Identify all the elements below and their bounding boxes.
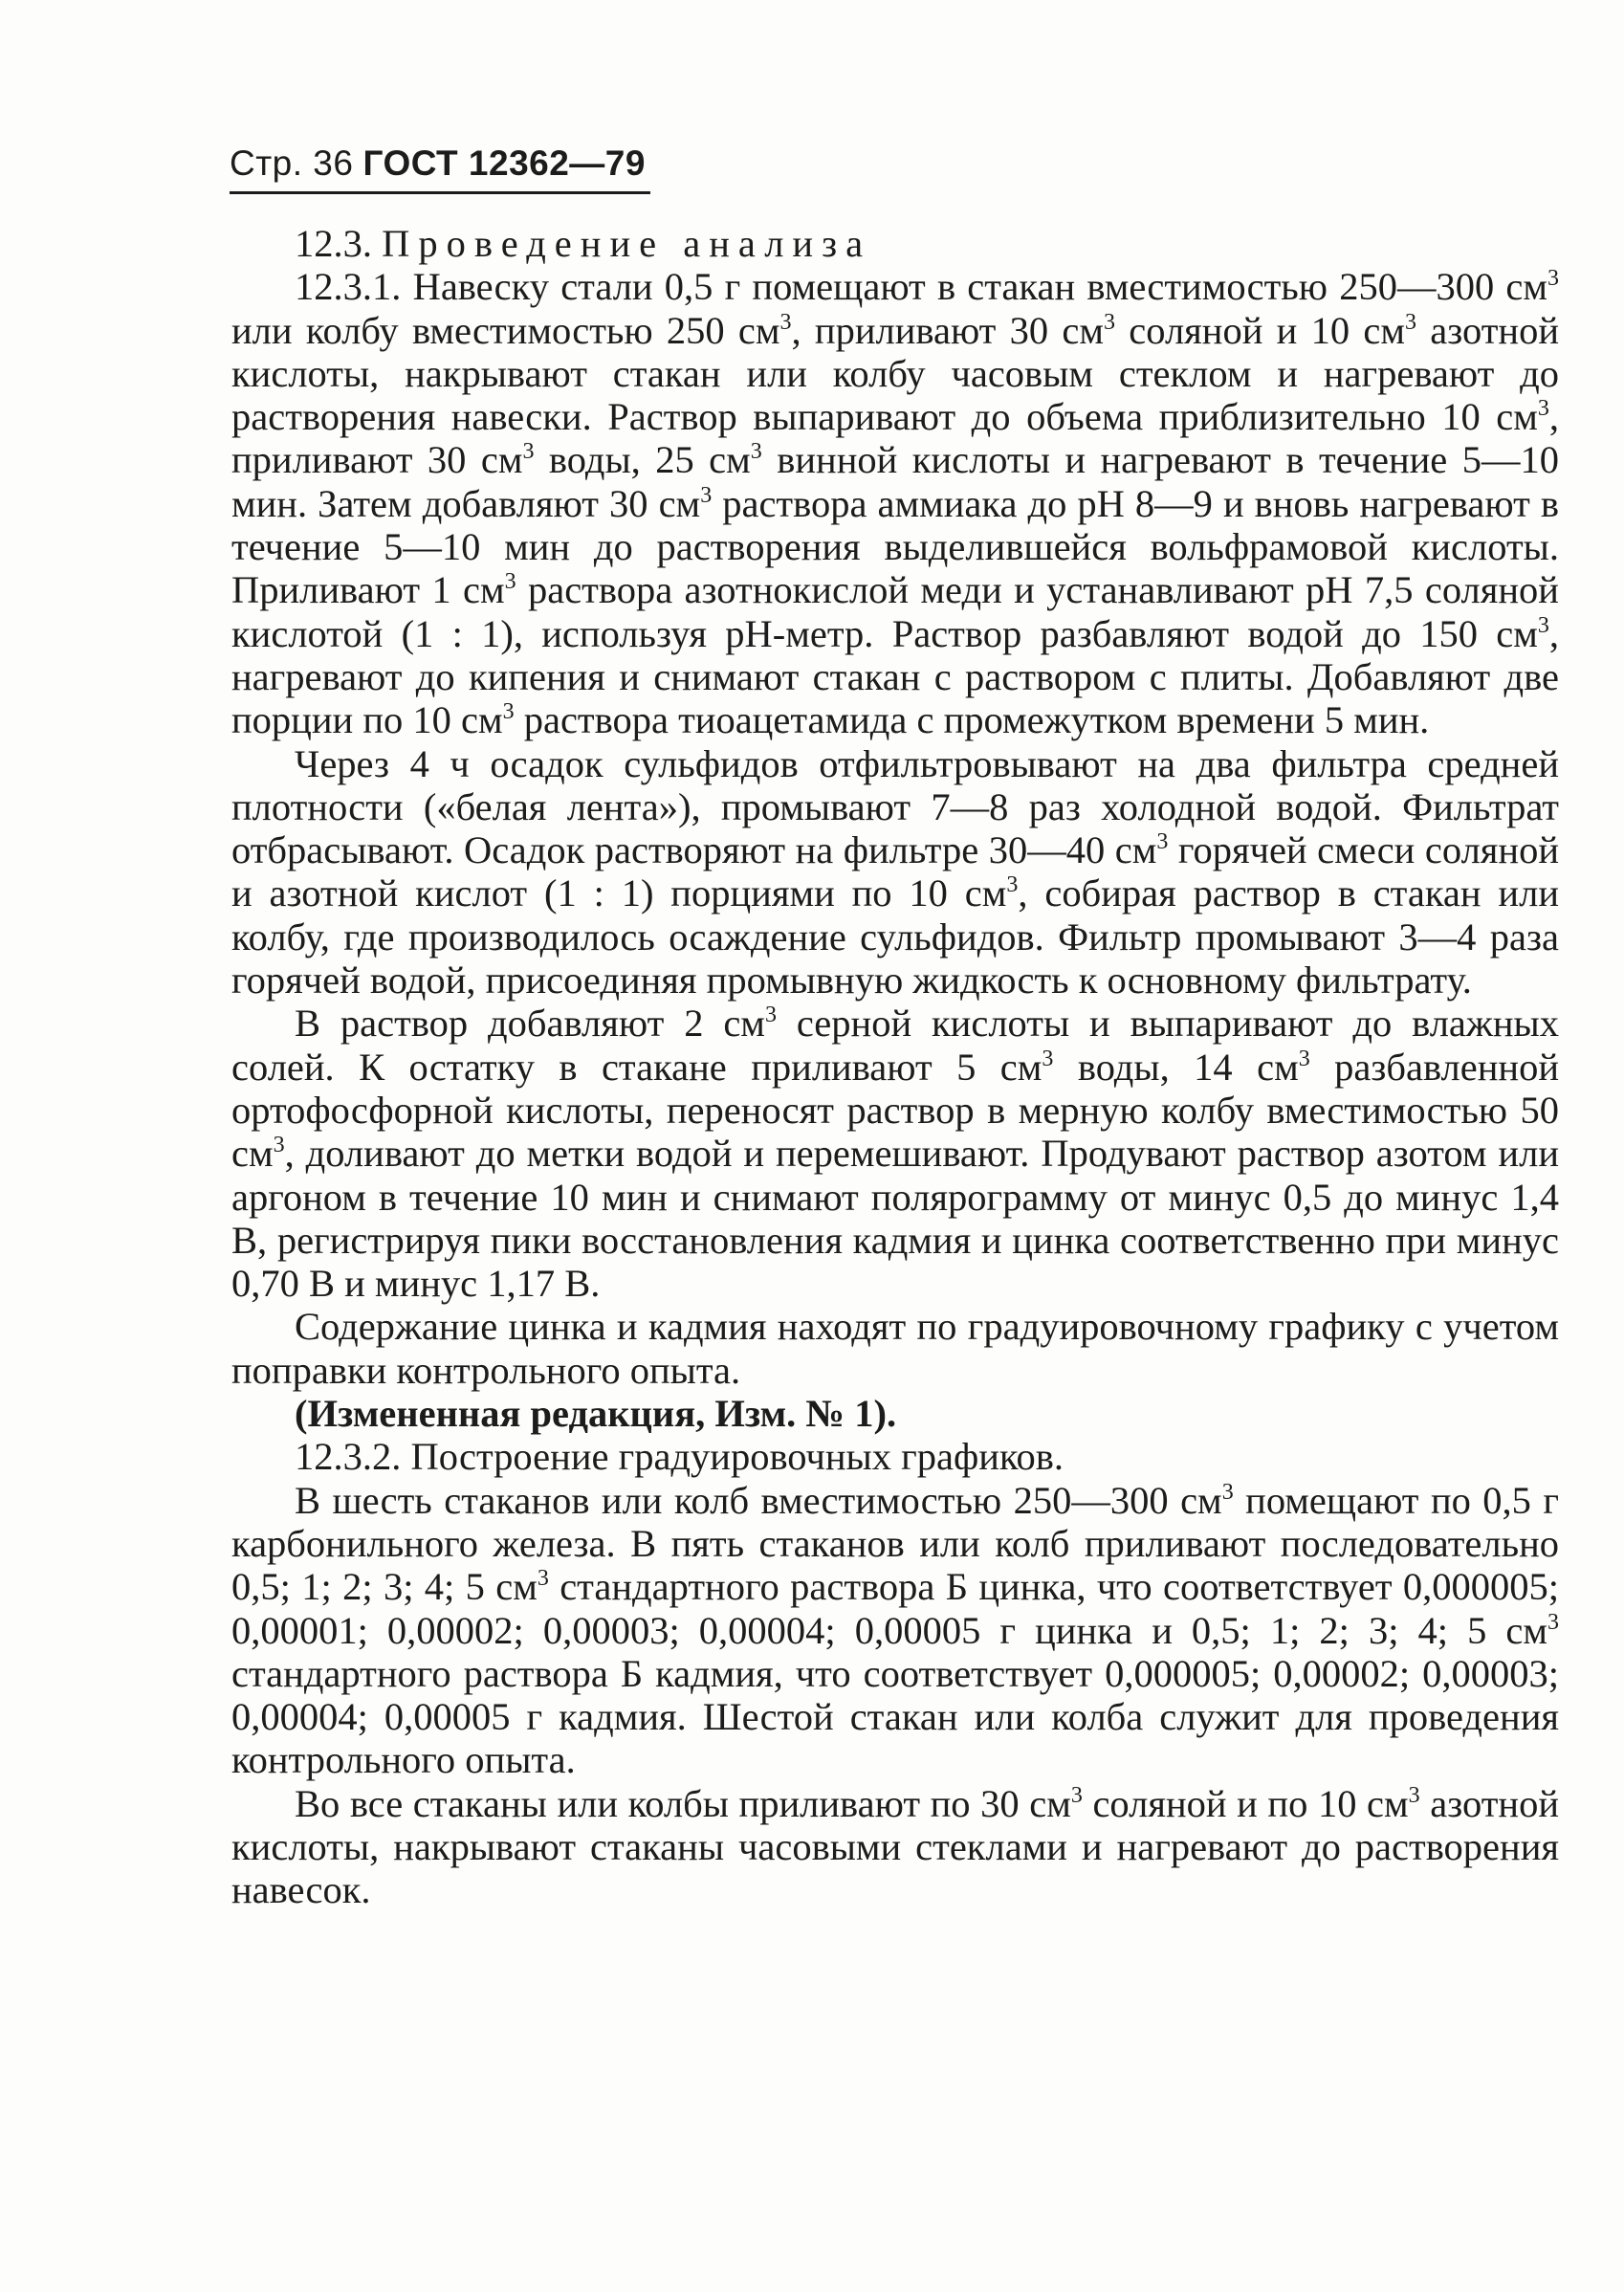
superscript: 3 <box>779 309 792 335</box>
superscript: 3 <box>1547 1609 1559 1635</box>
paragraph-acid-addition <box>231 1782 1559 1912</box>
text-run: , приливают 30 см <box>231 395 1559 482</box>
section-heading-12-3-2: 12.3.2. Построение градуировочных графиков. <box>295 1435 1064 1479</box>
superscript: 3 <box>522 439 535 465</box>
amendment-note: (Измененная редакция, Изм. № 1). <box>295 1392 897 1436</box>
text-run: стандартного раствора Б кадмия, что соответствует 0,000005; 0,00002; 0,00003; 0,00004; 0,00005 г кадмия. Шестой стакан или колба служит для проведения контрольного опыта. <box>231 1651 1559 1782</box>
superscript: 3 <box>1221 1479 1234 1505</box>
text-run: раствора азотнокислой меди и устанавливают рН 7,5 соляной кислотой (1 : 1), используя рН-метр. Раствор разбавляют водой до 150 см <box>231 568 1559 655</box>
text-run: воды, 14 см <box>1053 1045 1299 1089</box>
text-run: разбавленной ортофосфорной кислоты, переносят раствор в мерную колбу вместимостью 50 см <box>231 1045 1559 1176</box>
superscript: 3 <box>504 569 516 595</box>
text-run: азотной кислоты, накрывают стакан или колбу часовым стеклом и нагревают до растворения навески. Раствор выпаривают до объема приблизительно 10 см <box>231 308 1559 439</box>
superscript: 3 <box>1408 1782 1420 1808</box>
superscript: 3 <box>1298 1046 1310 1071</box>
superscript: 3 <box>273 1133 285 1158</box>
header-rule <box>230 191 650 194</box>
text-run: 12.3.1. Навеску стали 0,5 г помещают в стакан вместимостью 250—300 см <box>295 265 1547 309</box>
paragraph-content-determination: Содержание цинка и кадмия находят по градуировочному графику с учетом поправки контрольного опыта. <box>231 1305 1559 1392</box>
superscript: 3 <box>1537 396 1549 422</box>
superscript: 3 <box>1404 309 1416 335</box>
paragraph-calibration <box>231 1479 1559 1782</box>
superscript: 3 <box>537 1566 549 1592</box>
superscript: 3 <box>1537 612 1549 638</box>
superscript: 3 <box>1042 1046 1054 1071</box>
superscript: 3 <box>700 482 713 508</box>
section-number: 12.3. <box>295 222 372 265</box>
text-run: винной кислоты и нагревают в течение 5—10 мин. Затем добавляют 30 см <box>231 438 1559 525</box>
text-run: соляной и по 10 см <box>1082 1781 1409 1825</box>
text-run: , собирая раствор в стакан или колбу, где производилось осаждение сульфидов. Фильтр промывают 3—4 раза горячей водой, присоединяя промывную жидкость к основному фильтрату. <box>231 871 1559 1003</box>
text-run: азотной кислоты, накрывают стаканы часовыми стеклами и нагревают до растворения навесок. <box>231 1781 1559 1912</box>
superscript: 3 <box>750 439 762 465</box>
text-run: раствора аммиака до рН 8—9 и вновь нагревают в течение 5—10 мин до растворения выделившейся вольфрамовой кислоты. Приливают 1 см <box>231 481 1559 612</box>
text-run: , доливают до метки водой и перемешивают. Продувают раствор азотом или аргоном в течение 10 мин и снимают полярограмму от минус 0,5 до минус 1,4 В, регистрируя пики восстановления кадмия и цинка соответственно при минус 0,70 В и минус 1,17 В. <box>231 1132 1559 1306</box>
text-run: Через 4 ч осадок сульфидов отфильтровывают на два фильтра средней плотности («белая лента»), промывают 7—8 раз холодной водой. Фильтрат отбрасывают. Осадок растворяют на фильтре 30—40 см <box>231 741 1559 872</box>
superscript: 3 <box>1006 872 1019 898</box>
text-run: В шесть стаканов или колб вместимостью 250—300 см <box>295 1478 1222 1522</box>
text-run: соляной и 10 см <box>1115 308 1405 352</box>
text-run: В раствор добавляют 2 см <box>295 1002 765 1046</box>
paragraph-12-3-1 <box>231 265 1559 741</box>
superscript: 3 <box>1070 1782 1083 1808</box>
text-run: или колбу вместимостью 250 см <box>231 308 780 352</box>
text-run: воды, 25 см <box>534 438 751 482</box>
text-run: , нагревают до кипения и снимают стакан с раствором с плиты. Добавляют две порции по 10 см <box>231 611 1559 742</box>
superscript: 3 <box>1104 309 1116 335</box>
text-run: помещают по 0,5 г карбонильного железа. В пять стаканов или колб приливают последовательно 0,5; 1; 2; 3; 4; 5 см <box>231 1478 1559 1609</box>
superscript: 3 <box>1156 829 1169 855</box>
text-run: стандартного раствора Б цинка, что соответствует 0,000005; 0,00001; 0,00002; 0,00003; 0,00004; 0,00005 г цинка и 0,5; 1; 2; 3; 4; 5 см <box>231 1565 1559 1652</box>
superscript: 3 <box>502 699 515 725</box>
page-header <box>230 143 646 184</box>
superscript: 3 <box>764 1003 777 1028</box>
page-number: Стр. 36 <box>230 143 354 183</box>
text-run: горячей смеси соляной и азотной кислот (1 : 1) порциями по 10 см <box>231 828 1560 915</box>
text-run: , приливают 30 см <box>791 308 1105 352</box>
paragraph-polarography <box>231 1002 1559 1305</box>
document-body <box>231 222 1559 1912</box>
section-title: Проведение анализа <box>382 222 872 265</box>
text-run: серной кислоты и выпаривают до влажных солей. К остатку в стакане приливают 5 см <box>231 1002 1559 1089</box>
text-run: Во все стаканы или колбы приливают по 30 см <box>295 1781 1071 1825</box>
section-heading-12-3 <box>231 222 1559 265</box>
superscript: 3 <box>1547 266 1559 292</box>
text-run: раствора тиоацетамида с промежутком времени 5 мин. <box>514 698 1430 742</box>
paragraph-filtration <box>231 742 1559 1003</box>
standard-id: ГОСТ 12362—79 <box>362 143 646 183</box>
